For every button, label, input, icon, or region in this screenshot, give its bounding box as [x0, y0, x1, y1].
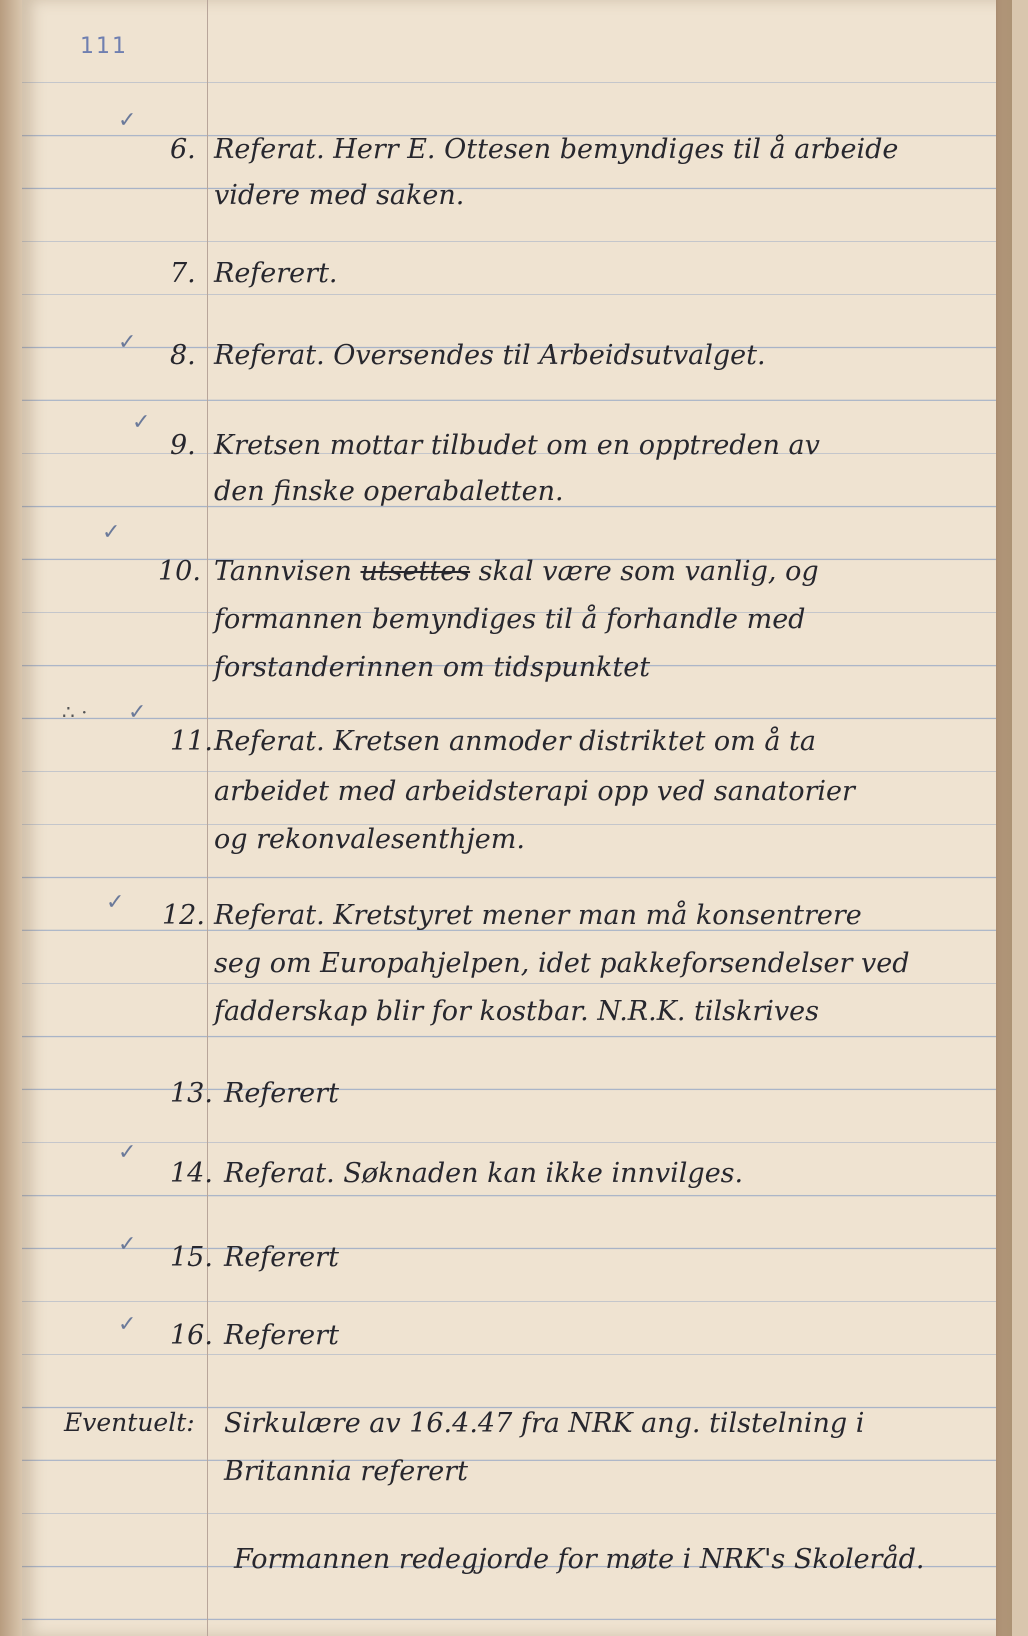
item-text-line: Referert [224, 1242, 339, 1273]
margin-dots: ∴ · [62, 700, 88, 724]
text-fragment: Tannvisen [214, 556, 361, 587]
text-fragment: skal være som vanlig, og [470, 556, 819, 587]
item-text-line: Referat. Kretsen anmoder distriktet om å ta [214, 726, 816, 757]
check-icon: ✓ [128, 700, 147, 725]
check-icon: ✓ [106, 890, 125, 915]
eventuelt-text-line: Britannia referert [224, 1456, 468, 1487]
item-number: 9. [170, 430, 196, 461]
eventuelt-text-line: Sirkulære av 16.4.47 fra NRK ang. tilstelning i [224, 1408, 865, 1439]
item-number: 6. [170, 134, 196, 165]
item-text-line: Referat. Herr E. Ottesen bemyndiges til å arbeide [214, 134, 899, 165]
item-number: 12. [162, 900, 205, 931]
item-text-line: fadderskap blir for kostbar. N.R.K. tilskrives [214, 996, 820, 1027]
item-text-line [214, 556, 819, 587]
item-number: 8. [170, 340, 196, 371]
eventuelt-label: Eventuelt: [64, 1408, 195, 1437]
item-text-line: Referert [224, 1078, 339, 1109]
check-icon: ✓ [118, 1232, 137, 1257]
item-text-line: arbeidet med arbeidsterapi opp ved sanatorier [214, 776, 855, 807]
item-number: 14. [170, 1158, 213, 1189]
margin-line [207, 0, 208, 1636]
check-icon: ✓ [102, 520, 121, 545]
item-number: 13. [170, 1078, 213, 1109]
page-edge [996, 0, 1012, 1636]
check-icon: ✓ [118, 108, 137, 133]
item-text-line: Referert [224, 1320, 339, 1351]
check-icon: ✓ [132, 410, 151, 435]
item-text-line: Referert. [214, 258, 338, 289]
item-text-line: Kretsen mottar tilbudet om en opptreden av [214, 430, 820, 461]
page-number: 111 [80, 34, 128, 59]
item-text-line: formannen bemyndiges til å forhandle med [214, 604, 806, 635]
item-text-line: Referat. Oversendes til Arbeidsutvalget. [214, 340, 766, 371]
book-spine [0, 0, 22, 1636]
item-text-line: seg om Europahjelpen, idet pakkeforsendelser ved [214, 948, 910, 979]
item-text-line: videre med saken. [214, 180, 465, 211]
ledger-page [22, 0, 1012, 1636]
closing-line: Formannen redegjorde for møte i NRK's Skoleråd. [234, 1544, 925, 1575]
item-number: 11. [170, 726, 213, 757]
check-icon: ✓ [118, 1140, 137, 1165]
item-number: 15. [170, 1242, 213, 1273]
item-text-line: den finske operabaletten. [214, 476, 564, 507]
item-text-line: og rekonvalesenthjem. [214, 824, 525, 855]
item-number: 7. [170, 258, 196, 289]
item-number: 10. [158, 556, 201, 587]
check-icon: ✓ [118, 330, 137, 355]
item-text-line: Referat. Kretstyret mener man må konsentrere [214, 900, 862, 931]
item-number: 16. [170, 1320, 213, 1351]
item-text-line: forstanderinnen om tidspunktet [214, 652, 651, 683]
check-icon: ✓ [118, 1312, 137, 1337]
item-text-line: Referat. Søknaden kan ikke innvilges. [224, 1158, 744, 1189]
struck-word: utsettes [360, 556, 471, 587]
